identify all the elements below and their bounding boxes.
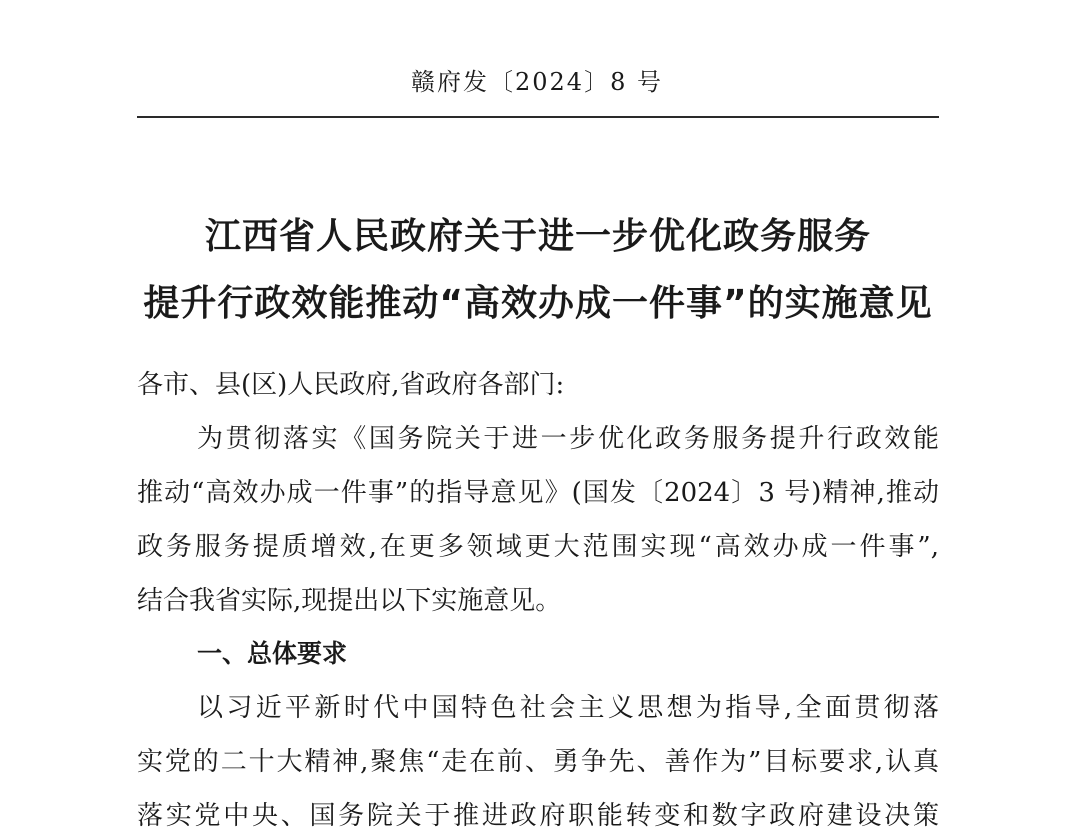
paragraph-1-line-1: 为贯彻落实《国务院关于进一步优化政务服务提升行政效能 bbox=[197, 424, 939, 454]
section-1-heading: 一、总体要求 bbox=[197, 639, 348, 668]
paragraph-1-line-2: 推动“高效办成一件事”的指导意见》(国发〔2024〕3 号)精神,推动 bbox=[137, 478, 939, 508]
document-title-line-2: 提升行政效能推动“高效办成一件事”的实施意见 bbox=[143, 283, 933, 324]
salutation: 各市、县(区)人民政府,省政府各部门: bbox=[137, 370, 565, 400]
paragraph-1-line-4: 结合我省实际,现提出以下实施意见。 bbox=[137, 586, 562, 616]
document-title-line-1: 江西省人民政府关于进一步优化政务服务 bbox=[204, 216, 871, 257]
paragraph-2-line-1: 以习近平新时代中国特色社会主义思想为指导,全面贯彻落 bbox=[197, 693, 939, 723]
paragraph-2-line-2: 实党的二十大精神,聚焦“走在前、勇争先、善作为”目标要求,认真 bbox=[137, 747, 939, 777]
paragraph-1-line-3: 政务服务提质增效,在更多领域更大范围实现“高效办成一件事”, bbox=[137, 532, 939, 562]
paragraph-2-line-3: 落实党中央、国务院关于推进政府职能转变和数字政府建设决策 bbox=[137, 801, 939, 831]
document-number: 赣府发〔2024〕8 号 bbox=[411, 68, 663, 96]
header-divider bbox=[137, 116, 939, 118]
